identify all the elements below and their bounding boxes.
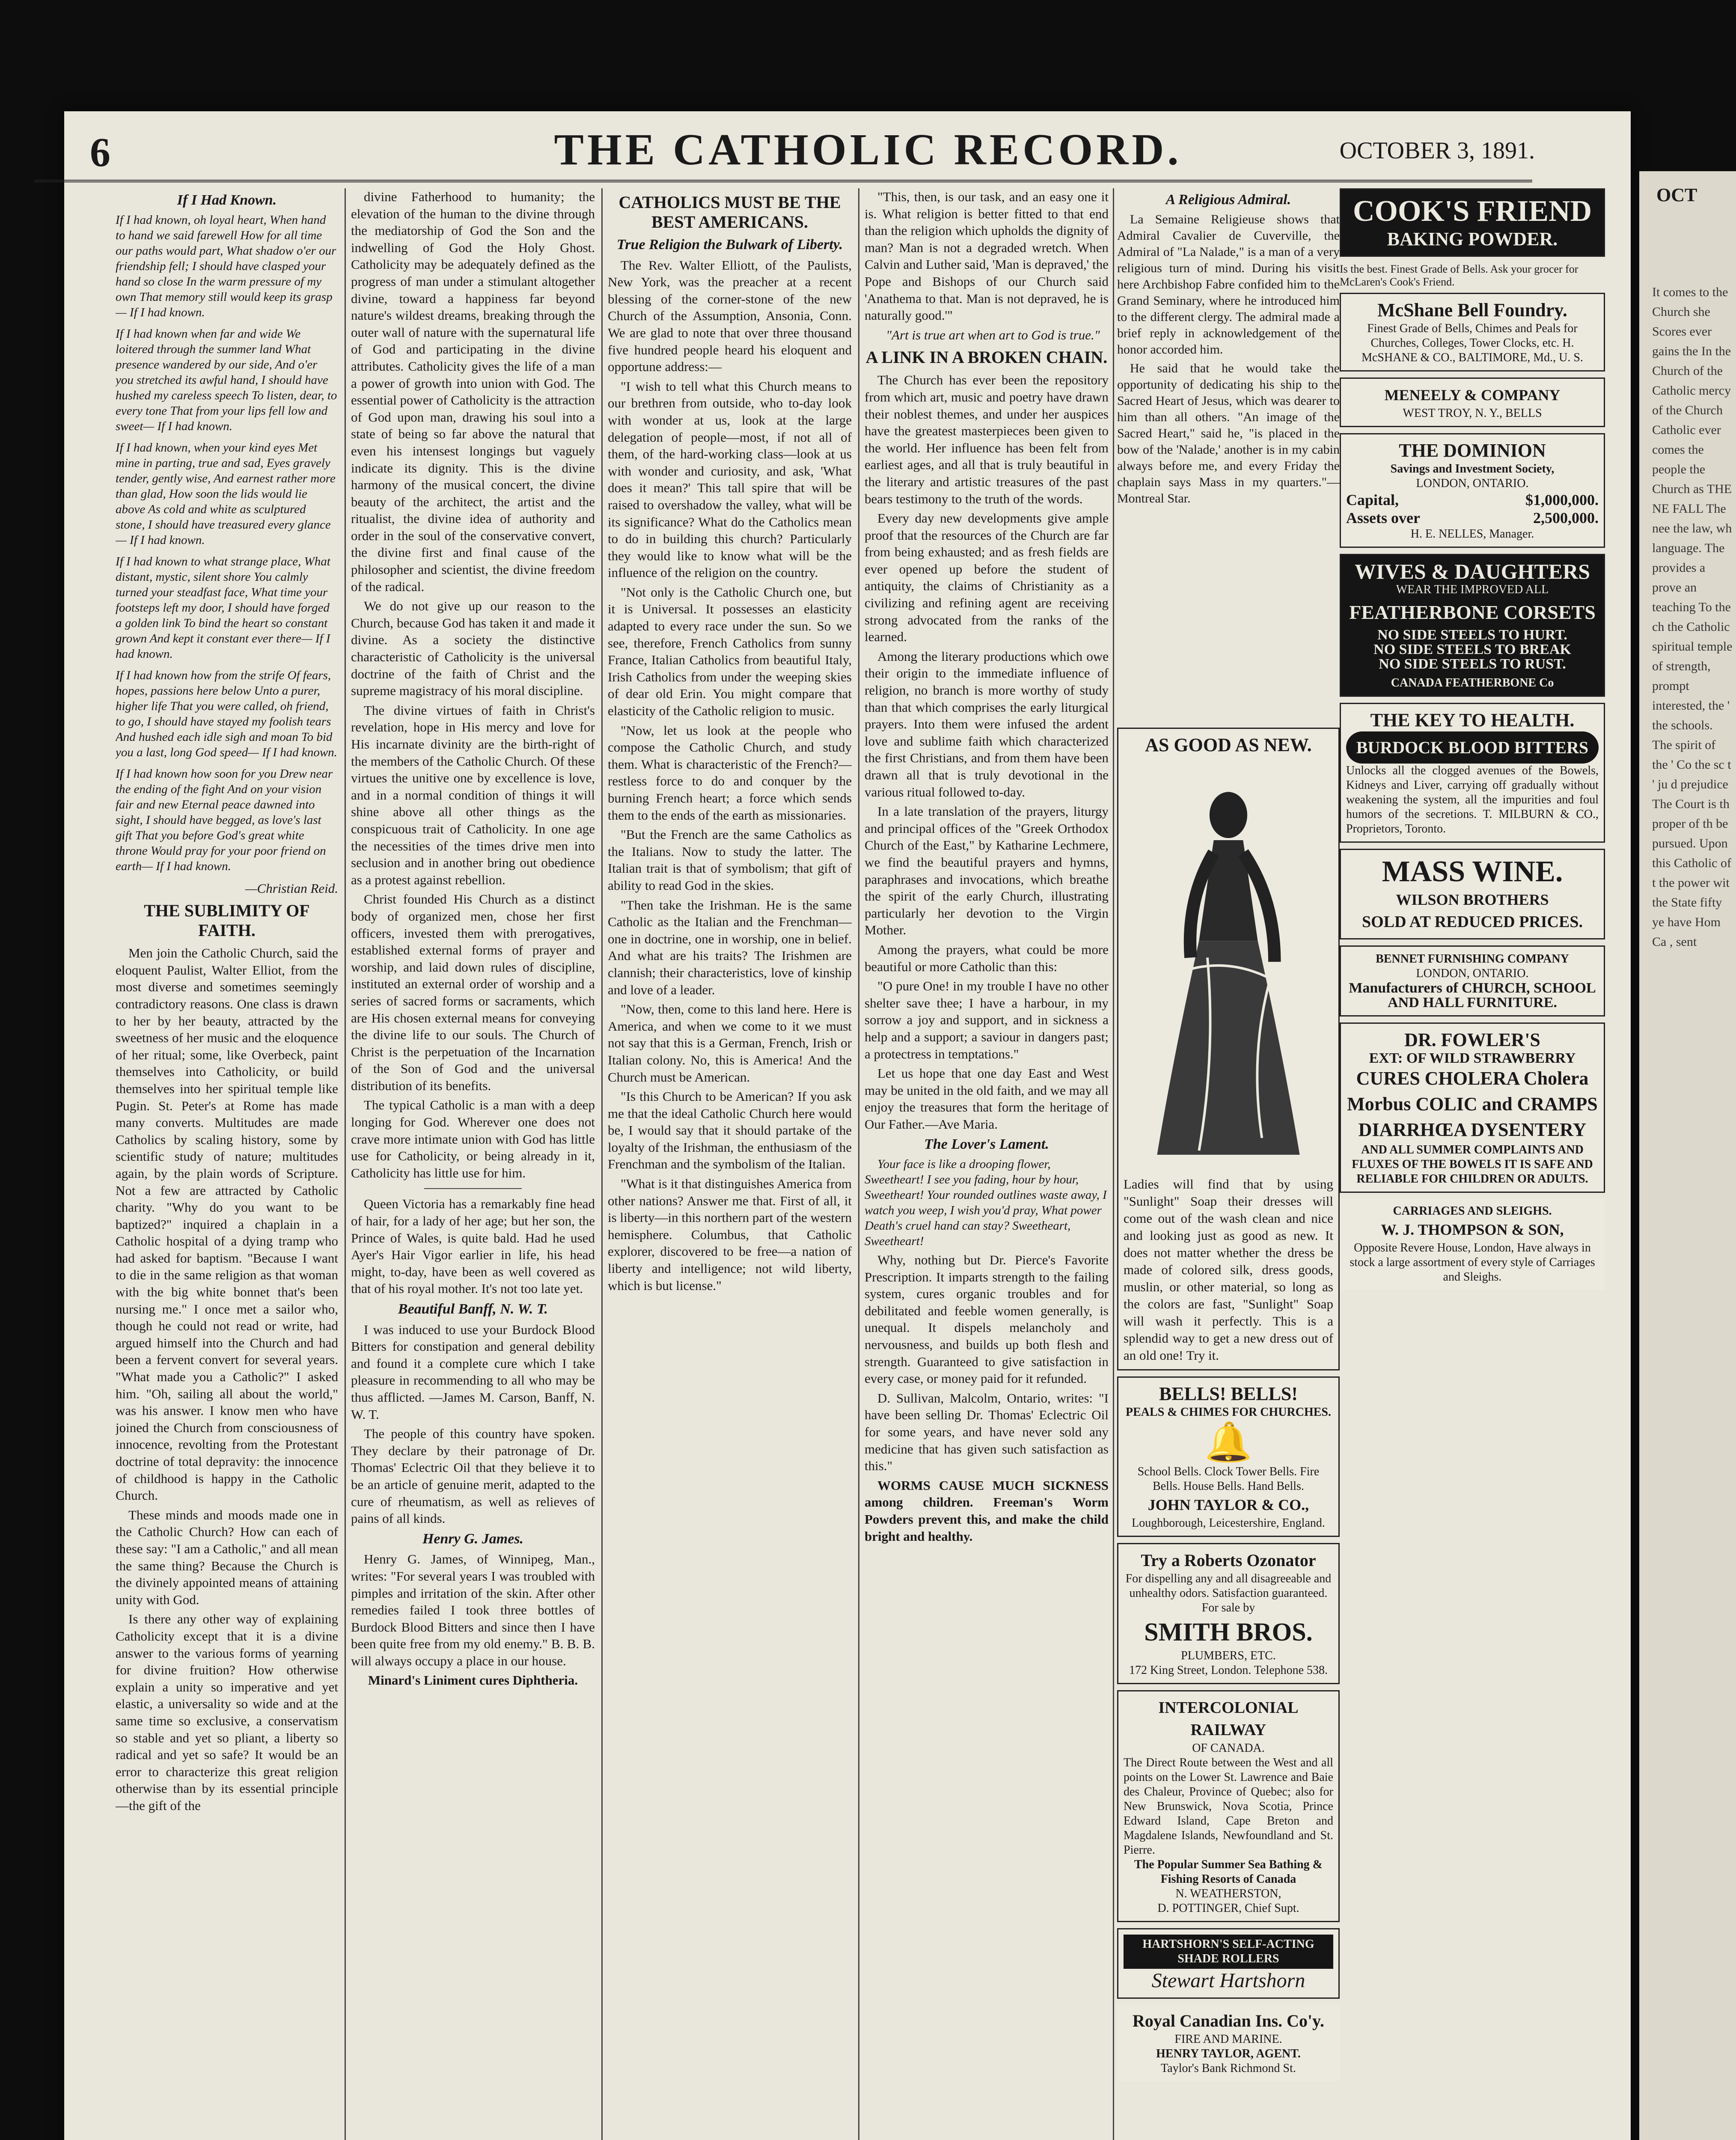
ad-line: NO SIDE STEELS TO BREAK [1373,642,1571,657]
ad-address: Loughborough, Leicestershire, England. [1132,1516,1325,1530]
poem-title: If I Had Known. [177,192,277,208]
poem-title: The Lover's Lament. [924,1136,1049,1153]
poem [116,212,338,874]
ad-title: BENNET FURNISHING COMPANY [1376,952,1569,966]
ad-text: For dispelling any and all disagreeable and unhealthy odors. Satisfaction guaranteed. For sale by [1125,1572,1332,1614]
poem-stanza: If I had known to what strange place, What distant, mystic, silent shore You calmly turned your steadfast face, What time your footsteps left my door, I should have forged a golden link To bind the heart so constant grown And kept it constant ever there— If I had known. [116,554,330,661]
ad-text: Finest Grade of Bells, Chimes and Peals for Churches, Colleges, Tower Clocks, etc. H. McSHANE & CO., BALTIMORE, Md., U. S. [1361,322,1583,364]
article-paragraph: "But the French are the same Catholics as the Italians. Now to study the latter. The Italian trait is that of symbolism; that gift of ability to read God in the skies. [608,827,852,893]
bell-icon: 🔔 [1204,1421,1253,1464]
page-number: 6 [90,129,110,175]
article-paragraph: The Church has ever been the repository from which art, music and poetry have drawn their noblest themes, and under her auspices have the greatest masterpieces been given to the world. Her influence has been felt from earliest ages, and all that is truly beautiful in the literary and artistic treasures of the past bears testimony to the truth of the words. [865,372,1109,506]
adjacent-page-header: OCT [1656,184,1697,205]
mass-wine-ad [1340,849,1605,939]
mcshane-ad [1340,293,1605,372]
article-paragraph: Among the literary productions which owe their origin to the immediate influence of religion, no branch is more worthy of study than that which comprises the early liturgical prayers. Into them were infused the ardent love and sublime faith which characterized the first Christians, and from them have been drawn all that is truly devotional in the various ritual followed to-day. [865,648,1109,800]
ad-title: INTERCOLONIAL RAILWAY [1158,1699,1299,1739]
ozonator-ad [1117,1543,1340,1684]
ad-company: SMITH BROS. [1144,1618,1313,1646]
article-paragraph: Is there any other way of explaining Catholicity except that it is a divine answer to the various forms of yearning for divine fruition? How otherwise explain a unity so imperative and yet elastic, a universality so wide and at the same time so exclusive, a conservatism so stable and yet so pliant, a liberty so radical and yet so safe? It would be an error to characterize this great religion otherwise than by its essential principle—the gift of the [116,1611,338,1813]
poem: Your face is like a drooping flower, Sweetheart! I see you fading, hour by hour, Sweetheart! Your rounded outlines waste away, I watch you weep, I wish you'd pray, What power Death's cruel hand can stay? Sweetheart, Sweetheart! [865,1157,1107,1248]
notice-footer: Minard's Liniment cures Diphtheria. [368,1673,578,1688]
ad-title: WIVES & DAUGHTERS [1354,559,1590,583]
column-rule [345,188,346,2140]
ad-line: NO SIDE STEELS TO HURT. [1377,627,1567,643]
article-paragraph: divine Fatherhood to humanity; the elevation of the human to the divine through the mediatorship of God the Son and the indwelling of God the Holy Ghost. Catholicity may be adequately defined as the progress of man under a stimulant altogether divine, toward a happiness far beyond nature's wildest dreams, breaking through the outer wall of nature with the supernatural life of God and participating in the divine attributes. Catholicity gives the life of a man a power of growth into union with God. The essential power of Catholicity is the attraction of God upon man, drawing his soul into a state of being so far above the natural that even his intensest longings but vaguely indicate its dignity. This is the divine harmony of the musical concert, the divine beauty of the architect, the artist and the ritualist, the divine idea of authority and order in the soul of the conservative convert, the divine first and final cause of the philosopher and scientist, the divine freedom of the radical. [351,189,595,594]
notice: WORMS CAUSE MUCH SICKNESS among children. Freeman's Worm Powders prevent this, and make the child bright and healthy. [865,1477,1109,1544]
featherbone-corsets-ad [1340,554,1605,697]
adjacent-page-text: It comes to the Church she Scores ever gains the In the Church of the Catholic mercy of the Church Catholic ever comes the people the Church as THE NE FALL The nee the law, wh language. The provides a prove an teaching To the ch the Catholic spiritual temple of strength, prompt interested, the ' the schools. The spirit of the ' Co the sc t ' ju d prejudice The Court is th proper of th be pursued. Upon this Catholic of t the power wit the State fifty ye have Hom Ca , sent [1652,285,1733,949]
ad-subtitle: Savings and Investment Society, [1390,462,1555,476]
poem-author: —Christian Reid. [245,880,338,896]
ad-title: THE KEY TO HEALTH. [1370,710,1575,731]
ad-city: LONDON, ONTARIO. [1416,967,1529,980]
notice: Henry G. James, of Winnipeg, Man., writes: "For several years I was troubled with pimples and irritation of the skin. After other remedies failed I took three bottles of Burdock Blood Bitters and since then I have been quite free from my old enemy." B. B. B. will always occupy a place in our house. [351,1552,595,1668]
column-rule [858,188,859,2140]
quote: "Art is true art when art to God is true." [886,327,1100,342]
article-title: A Religious Admiral. [1165,192,1291,208]
assets-value: 2,500,000. [1533,509,1599,526]
ad-subtitle: FIRE AND MARINE. [1174,2033,1282,2046]
capital-label: Capital, [1346,491,1399,508]
notice-title: Beautiful Banff, N. W. T. [398,1301,548,1317]
article-paragraph: The divine virtues of faith in Christ's revelation, hope in His mercy and love for His incarnate divinity are the birth-right of the members of the Catholic Church. Of these virtues the unitive one by excellence is love, and in a normal condition of things it will shine above all other things as the conspicuous trait of Catholicity. In one age the necessities of the times drive men into seclusion and in another bring out obedience as a protest against rebellion. [351,702,595,887]
ad-text: School Bells. Clock Tower Bells. Fire Bells. House Bells. Hand Bells. [1137,1465,1320,1493]
ad-title: BELLS! BELLS! [1159,1383,1298,1404]
sunlight-soap-ad [1117,728,1340,1370]
article-paragraph: "Now, let us look at the people who compose the Catholic Church, and study them. What is characteristic of the French?—restless force to do and conquer by the burning French heart; a force which sends them to the ends of the earth as missionaries. [608,722,852,823]
ad-text: Is the best. Finest Grade of Bells. Ask your grocer for McLaren's Cook's Friend. [1340,263,1578,288]
cooks-friend-ad [1340,188,1605,257]
ad-title: AS GOOD AS NEW. [1145,734,1312,755]
article-paragraph: The Rev. Walter Elliott, of the Paulists, New York, was the preacher at a recent blessing of the corner-stone of the new Church of the Assumption, Ansonia, Conn. We are glad to note that over three thousand five hundred people heard his eloquent and opportune address:— [608,257,852,374]
article-paragraph: The typical Catholic is a man with a deep longing for God. Wherever one does not crave more intimate union with God has little use for Catholicity, or being already in it, Catholicity has little use for him. [351,1097,595,1180]
adjacent-page-edge [1639,171,1736,2140]
dominion-savings-ad [1340,433,1605,548]
column-6 [1340,188,1605,2140]
article-paragraph: "O pure One! in my trouble I have no other shelter save thee; I have a harbour, in my sorrow a joy and support, and in sickness a help and a support; a saviour in dangers past; a protectress in temptations." [865,978,1109,1061]
bells-ad [1117,1376,1340,1537]
article-paragraph: Christ founded His Church as a distinct body of organized men, chose her first officers, invested them with prerogatives, established external forms of prayer and worship, and laid down rules of discipline, instituted an external order of worship and a series of sacred forms or sacraments, which are His chosen external means for conveying the divine life to our souls. The Church of Christ is the perpetuation of the Incarnation of the Son of God and the universal distribution of its benefits. [351,892,595,1093]
ad-contact: D. POTTINGER, Chief Supt. [1157,1902,1299,1915]
ad-title: Royal Canadian Ins. Co'y. [1133,2011,1324,2030]
woman-in-dress-illustration [1124,756,1333,1176]
masthead: THE CATHOLIC RECORD. [554,125,1182,174]
ad-address: Taylor's Bank Richmond St. [1161,2062,1296,2075]
column-5 [1117,188,1340,2140]
article-paragraph: "What is it that distinguishes America from other nations? Answer me that. First of all, it is liberty—in this northern part of the western hemisphere. Columbus, that Catholic explorer, discovered to be free—a nation of liberty and intelligence; not wild liberty, which is but license." [608,1176,852,1293]
article-title: CATHOLICS MUST BE THE BEST AMERICANS. [618,193,841,232]
notice: I was induced to use your Burdock Blood Bitters for constipation and general debility and found it a complete cure which I take pleasure in recommending to all who may be thus afflicted. —James M. Carson, Banff, N. W. T. [351,1322,595,1422]
bennet-furnishing-ad [1340,945,1605,1016]
notice: The people of this country have spoken. They declare by their patronage of Dr. Thomas' Eclectric Oil that they believe it to be an article of genuine merit, adapted to the cure of rheumatism, as well as relieves of pains of all kinds. [351,1426,595,1526]
article-subtitle: True Religion the Bulwark of Liberty. [616,237,843,253]
ad-text: Opposite Revere House, London, Have always in stock a large assortment of every style of Carriages and Sleighs. [1350,1241,1595,1284]
column-3 [608,188,852,2140]
column-2 [351,188,595,2140]
notice: D. Sullivan, Malcolm, Ontario, writes: "I have been selling Dr. Thomas' Eclectric Oil for some years, and have never sold any medicine that has given such satisfaction as this." [865,1390,1109,1474]
ad-company: JOHN TAYLOR & CO., [1147,1496,1309,1513]
railway-ad [1117,1690,1340,1922]
signature: Stewart Hartshorn [1151,1969,1305,1992]
article-paragraph: "Then take the Irishman. He is the same Catholic as the Italian and the Frenchman—one in doctrine, one in worship, one in belief. And what are his traits? The Irishmen are clannish; their characteristics, love of kinship and love of a leader. [608,897,852,997]
article-title: A LINK IN A BROKEN CHAIN. [865,348,1108,367]
hartshorn-ad [1117,1928,1340,1999]
article-paragraph: Let us hope that one day East and West may be united in the old faith, and we may all enjoy the treasures that form the heritage of Our Father.—Ave Maria. [865,1066,1109,1132]
article-paragraph: In a late translation of the prayers, liturgy and principal offices of the "Greek Orthodox Church of the East," by Katharine Lechmere, we find the beautiful prayers and hymns, paraphrases and invocations, which breathe the spirit of the early Church, illustrating particularly her devotion to the Virgin Mother. [865,804,1109,938]
admiral-article [1117,188,1340,728]
ad-manager: H. E. NELLES, Manager. [1410,527,1534,541]
ad-title: MENEELY & COMPANY [1384,386,1561,404]
ad-title: COOK'S FRIEND [1353,195,1592,228]
assets-label: Assets over [1346,509,1420,526]
capital-value: $1,000,000. [1525,491,1599,508]
poem-stanza: If I had known, when your kind eyes Met mine in parting, true and sad, Eyes gravely tender, gently wise, And earnest rather more than glad, How soon the lids would lie above As cold and white as sculptured stone, I should have treasured every glance— If I had known. [116,440,336,547]
ad-subtitle: OF CANADA. [1192,1742,1265,1755]
ad-text: Ladies will find that by using "Sunlight" Soap their dresses will come out of the wash clean and nice and looking just as good as new. It does not matter whether the dress be made of colored silk, dress goods, muslin, or other material, so long as the colors are fast, "Sunlight" Soap will wash it perfectly. This is a splendid way to get a new dress out of an old one! Try it. [1124,1177,1333,1363]
ad-subtitle: BAKING POWDER. [1387,229,1558,250]
article-paragraph: La Semaine Religieuse shows that Admiral Cavalier de Cuverville, the Admiral of "La Nalade," is a man of a very religious turn of mind. During his visit here Archbishop Fabre confided him to the Grand Seminary, where he introduced him to the different clergy. The admiral made a brief reply in acknowledgement of the honor accorded him. [1117,212,1340,357]
ad-agent: HENRY TAYLOR, AGENT. [1156,2047,1301,2060]
ad-city: LONDON, ONTARIO. [1416,477,1529,490]
ad-title: HARTSHORN'S SELF-ACTING SHADE ROLLERS [1124,1935,1333,1969]
ad-cures: CURES CHOLERA Cholera Morbus COLIC and CRAMPS DIARRHŒA DYSENTERY [1347,1068,1598,1140]
article-paragraph: We do not give up our reason to the Church, because God has taken it and made it divine. As a society the distinctive characteristic of Catholicity is the universal doctrine of the faith of Christ and the supreme magistracy of his moral discipline. [351,598,595,698]
ad-subtitle: EXT: OF WILD STRAWBERRY [1369,1050,1576,1066]
ad-text: The Direct Route between the West and all points on the Lower St. Lawrence and Baie des Chaleur, Province of Quebec; also for New Brunswick, Nova Scotia, Prince Edward Island, Cape Breton and Magdalene Islands, Newfoundland and St. Pierre. [1124,1756,1333,1857]
ad-product: FEATHERBONE CORSETS [1349,601,1596,623]
notice: Queen Victoria has a remarkably fine head of hair, for a lady of her age; but her son, the Prince of Wales, is quite bald. Had he used Ayer's Hair Vigor earlier in life, his head might, to-day, have been as well covered as that of his royal mother. It's not too late yet. [351,1196,595,1296]
ad-title: MASS WINE. [1382,855,1563,888]
poem-stanza: If I had known how soon for you Drew near the ending of the fight And on your vision fair and new Eternal peace dawned into sight, I should have begged, as love's last gift That you before God's great white throne Would pray for your poor friend on earth— If I had known. [116,767,333,873]
dress-figure-icon [1124,756,1333,1176]
ad-maker: CANADA FEATHERBONE Co [1391,676,1554,690]
ad-subtitle: WEAR THE IMPROVED ALL [1396,583,1549,596]
article-paragraph: These minds and moods made one in the Catholic Church? How can each of these say: "I am a Catholic," and all mean the same thing? Because the Church is the divinely appointed means of attaining unity with God. [116,1507,338,1607]
column-1 [116,188,338,2140]
meneely-ad [1340,377,1605,427]
poem-stanza: If I had known, oh loyal heart, When hand to hand we said farewell How for all time our paths would part, What shadow o'er our friendship fell; I should have clasped your hand so close In the warm pressure of my own That memory still would keep its grasp— If I had known. [116,213,336,319]
ad-title: THE DOMINION [1399,440,1546,461]
ad-subtitle: SOLD AT REDUCED PRICES. [1362,913,1583,931]
key-icon [1346,731,1599,764]
article-paragraph: Every day new developments give ample proof that the resources of the Church are far from being exhausted; and as fresh fields are ever opened up before the student of antiquity, the claims of Christianity as a civilizing and refining agent are receiving strong advocated from the ranks of the learned. [865,511,1109,645]
article-paragraph: "Is this Church to be American? If you ask me that the ideal Catholic Church here would be, I would say that it should partake of the loyalty of the Irishman, the enthusiasm of the Frenchman and the symbolism of the Italian. [608,1089,852,1172]
article-paragraph: He said that he would take the opportunity of dedicating his ship to the Sacred Heart of Jesus, which was dearer to him than all others. "An image of the Sacred Heart," said he, "is placed in the bow of the 'Nalade,' another is in my cabin always before me, and every Friday the chaplain says Mass in my quarters."—Montreal Star. [1117,361,1340,505]
column-rule [601,188,603,2140]
article-paragraph: "Not only is the Catholic Church one, but it is Universal. It possesses an elasticity adapted to every race under the sun. So we see, therefore, French Catholics from sunny France, Italian Catholics from beautiful Italy, Irish Catholics from under the weeping skies of dear old Erin. You might compare that elasticity of the Catholic religion to music. [608,584,852,719]
ad-product: BURDOCK BLOOD BITTERS [1356,738,1589,757]
column-rule [1113,188,1114,2140]
ad-heading: CARRIAGES AND SLEIGHS. [1393,1204,1552,1218]
ad-subtitle: WEST TROY, N. Y., BELLS [1403,407,1542,420]
poem-stanza: If I had known how from the strife Of fears, hopes, passions here below Unto a purer, higher life That you were called, oh friend, to go, I should have stayed my foolish tears And hushed each idle sigh and moan To bid you a last, long God speed— If I had known. [116,668,337,759]
article-title: THE SUBLIMITY OF FAITH. [144,901,310,940]
thompson-carriages-ad [1340,1199,1605,1290]
article-paragraph: Men join the Catholic Church, said the eloquent Paulist, Walter Elliot, from the most diverse and sometimes seemingly contradictory reasons. One class is drawn to her by her beauty, attracted by the sweetness of her music and the eloquence of her ritual; some, like Overbeck, paint themselves into Catholicity, or build themselves into her spiritual temple like Pugin. St. Peter's at Rome has made many converts. Multitudes are made Catholics by scaling history, some by scientific study of nature; multitudes again, by the plain words of Scripture. Not a few are attracted by Catholic charity. "Why do you want to be baptized?" inquired a chaplain in a Catholic hospital of a dying tramp who had asked for baptism. "Because I want to die in the same religion as that woman with the big white bonnet that's been nursing me." I once met a sailor who, though he could not read or write, had argued himself into the Church and had been a fervent convert for several years. "What made you a Catholic?" I asked him. "Oh, sailing all about the world," was his answer. I know men who have joined the Church from consciousness of innocence, revolting from the Protestant doctrine of total depravity: the innocence of childhood is happy in the Catholic Church. [116,945,338,1503]
ad-text: Manufacturers of CHURCH, SCHOOL AND HALL FURNITURE. [1349,980,1596,1011]
notice-title: Henry G. James. [422,1531,524,1547]
ad-title: Try a Roberts Ozonator [1141,1551,1316,1570]
issue-date: OCTOBER 3, 1891. [1339,137,1535,164]
ad-contact: N. WEATHERSTON, [1175,1887,1281,1900]
ad-subtitle: PEALS & CHIMES FOR CHURCHES. [1126,1406,1331,1419]
article-paragraph: "I wish to tell what this Church means to our brethren from outside, who to-day look with wonder at us, look at the large delegation of people—most, if not all of them, of the hard-working class—look at us with wonder and curiosity, and ask, 'What does it mean?' This tall spire that will be raised to overshadow the valley, what will be its significance? What do the Catholics mean to do in building this church? Particularly they would like to know what will be the influence of the religion on the country. [608,378,852,580]
ad-text: AND ALL SUMMER COMPLAINTS AND FLUXES OF THE BOWELS IT IS SAFE AND RELIABLE FOR CHILDREN OR ADULTS. [1352,1143,1593,1186]
ad-text: Unlocks all the clogged avenues of the Bowels, Kidneys and Liver, carrying off gradually without weakening the system, all the impurities and foul humors of the secretions. T. MILBURN & CO., Proprietors, Toronto. [1346,764,1599,835]
royal-insurance-ad [1117,2005,1340,2081]
ad-address: 172 King Street, London. Telephone 538. [1129,1664,1328,1677]
ad-title: McShane Bell Foundry. [1377,300,1567,321]
ad-line: NO SIDE STEELS TO RUST. [1379,656,1566,672]
poem-stanza: If I had known when far and wide We loitered through the summer land What presence wandered by our side, And o'er you stretched its awful hand, I should have hushed my careless speech To listen, dear, to every tone That from your lips fell low and sweet— If I had known. [116,327,337,433]
article-paragraph: "Now, then, come to this land here. Here is America, and when we come to it we must not say that this is a German, French, Irish or Italian colony. No, this is America! And the Church must be American. [608,1002,852,1085]
capital-row [1346,491,1599,509]
fowlers-strawberry-ad [1340,1022,1605,1193]
burdock-ad [1340,703,1605,843]
ad-heading: The Popular Summer Sea Bathing & Fishing Resorts of Canada [1134,1858,1323,1886]
ad-company: WILSON BROTHERS [1396,891,1549,908]
ad-subtitle: PLUMBERS, ETC. [1181,1649,1276,1662]
assets-row [1346,509,1599,527]
notice: Why, nothing but Dr. Pierce's Favorite Prescription. It imparts strength to the failing system, cures organic troubles and for debilitated and feeble women generally, is unequal. It dispels melancholy and nervousness, and builds up both flesh and strength. Guaranteed to give satisfaction in every case, or money paid for it refunded. [865,1252,1109,1386]
ad-company: W. J. THOMPSON & SON, [1381,1221,1564,1238]
column-4 [865,188,1109,2140]
article-paragraph: Among the prayers, what could be more beautiful or more Catholic than this: [865,942,1109,974]
article-paragraph: "This, then, is our task, and an easy one it is. What religion is better fitted to that end than the religion which upholds the dignity of man? Man is not a degraded wretch. When Calvin and Luther said, 'Man is depraved,' the Pope and Bishops of our Church said 'Anathema to that. Man is not depraved, he is naturally good.'" [865,189,1109,323]
ad-title: DR. FOWLER'S [1404,1029,1540,1050]
